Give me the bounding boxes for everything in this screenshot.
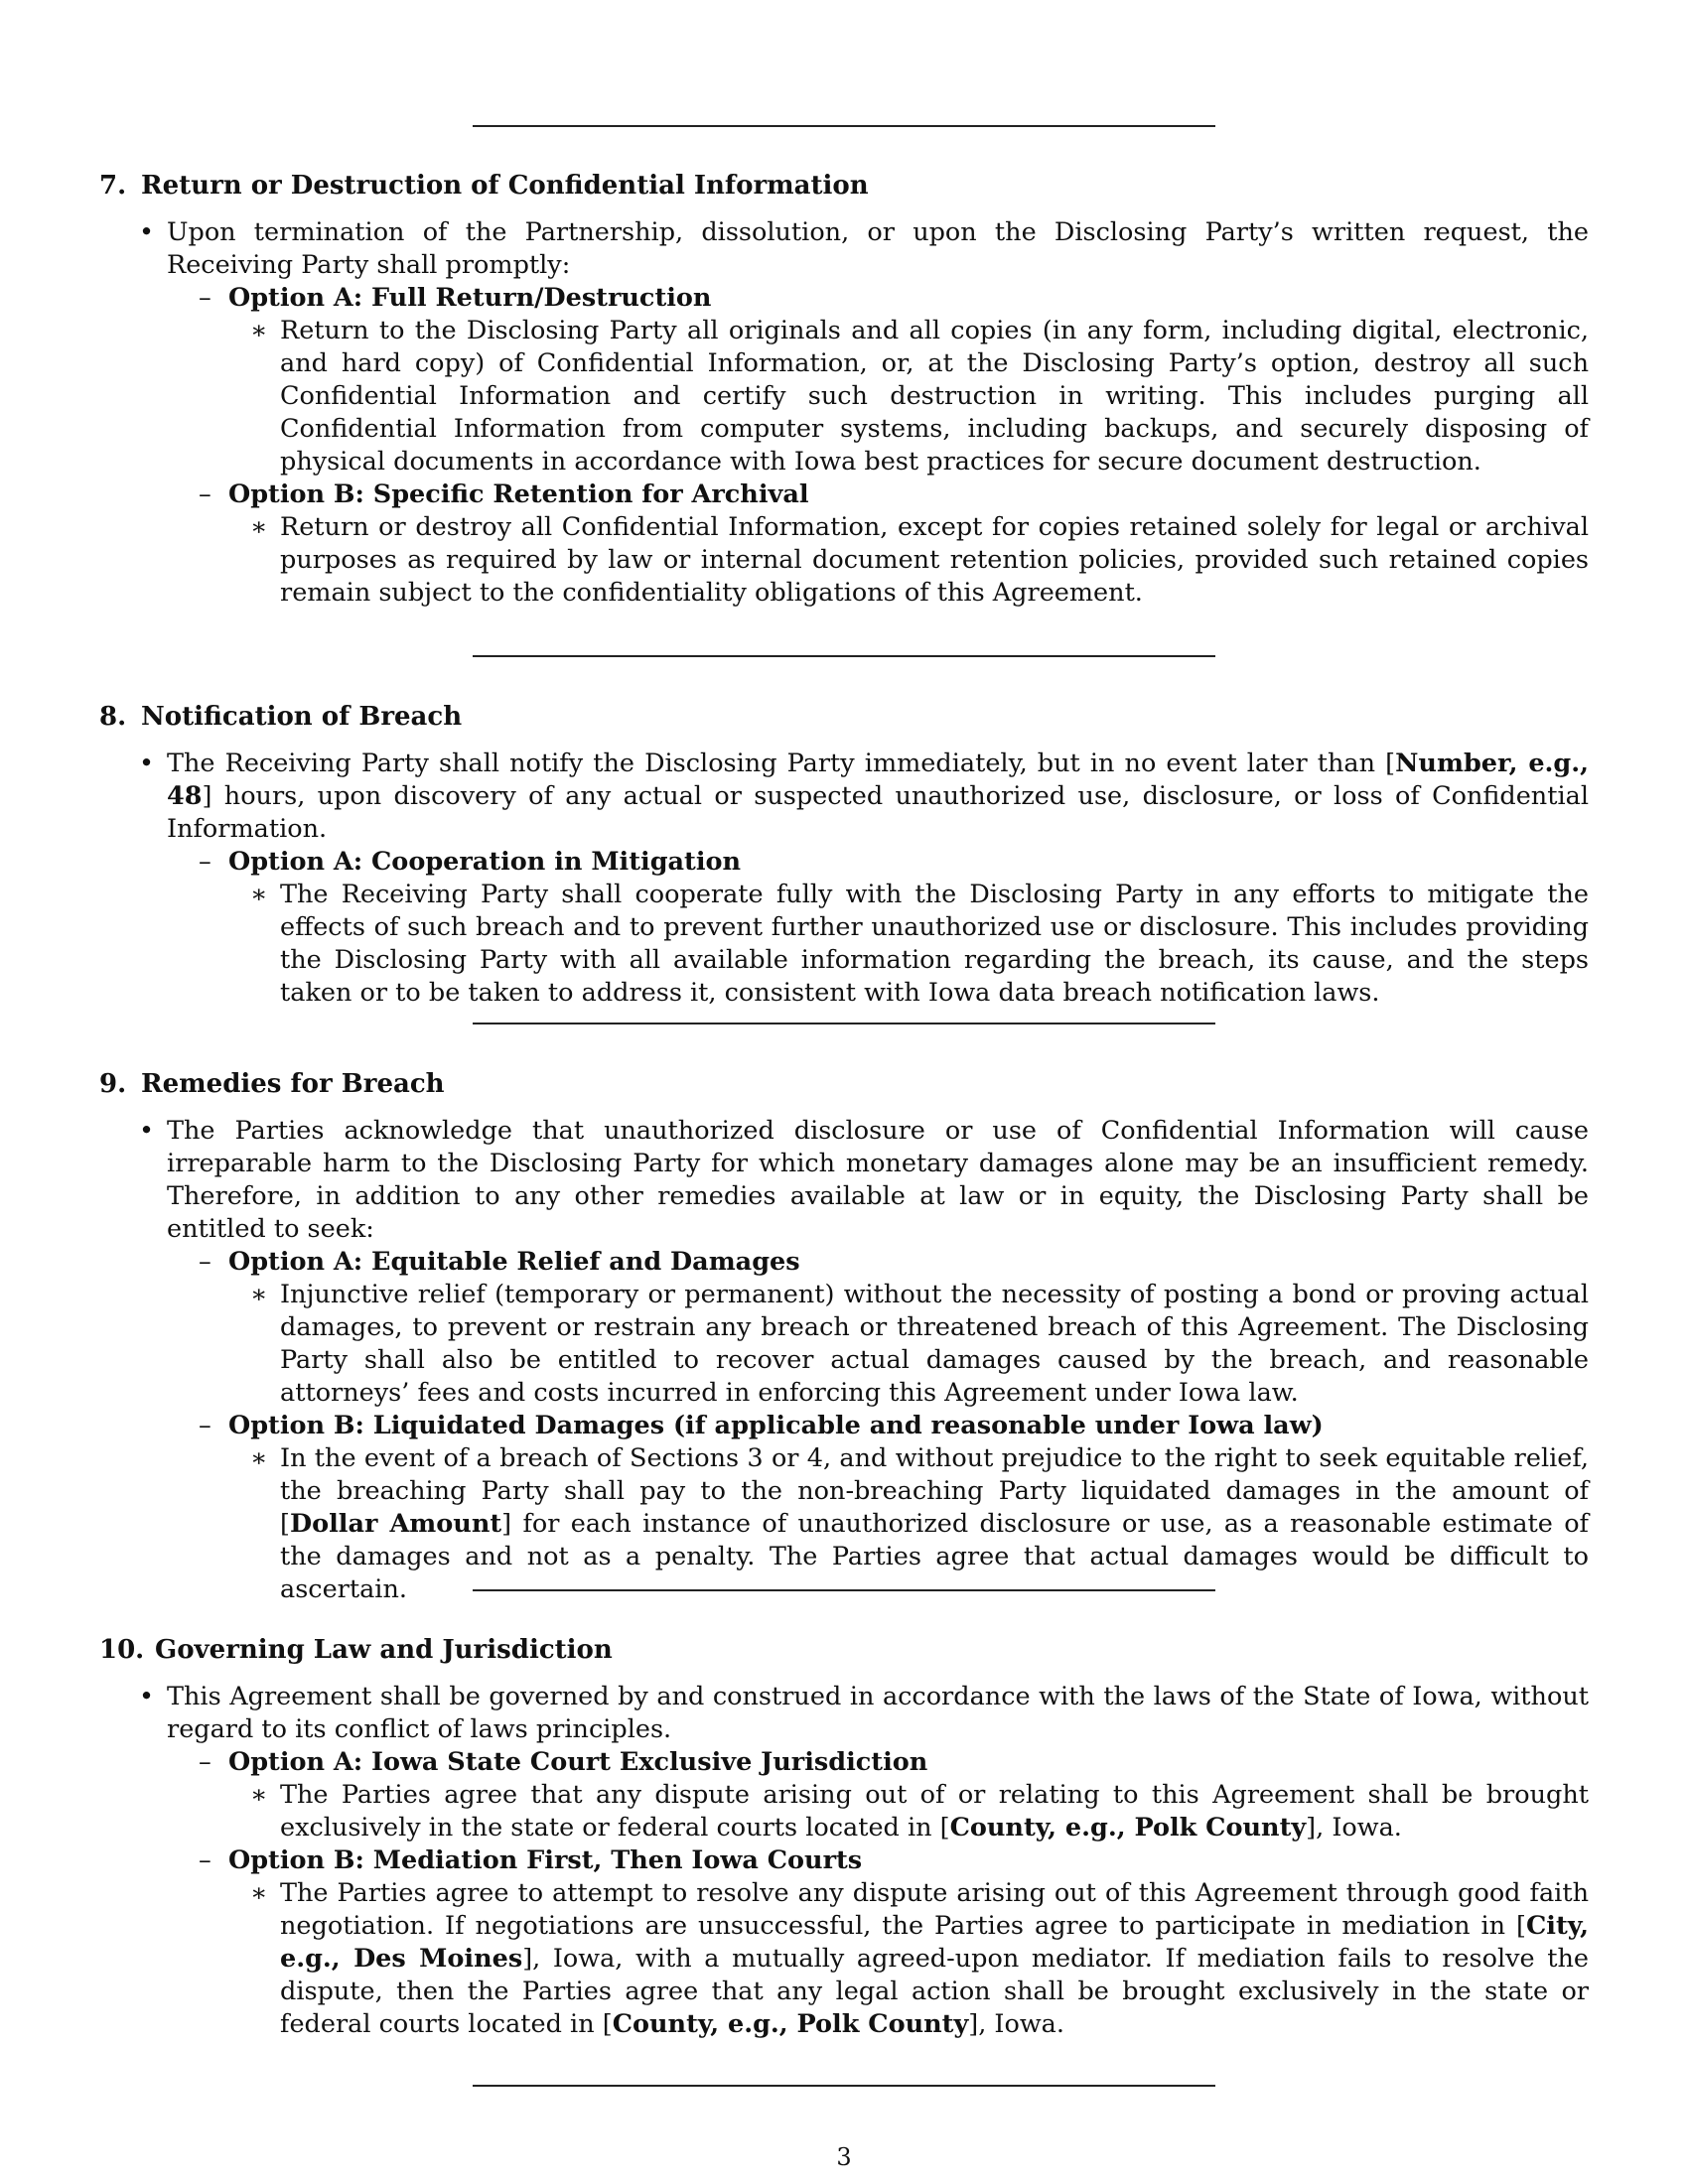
option-clause — [99, 1279, 1589, 1410]
section-title: Notification of Breach — [141, 702, 463, 732]
dash-icon: – — [199, 1247, 211, 1277]
section-divider — [473, 2085, 1215, 2087]
clause-text: The Parties agree to attempt to resolve any dispute arising out of this Agreement through good faith negotiation. If negotiations are unsuccessful, the Parties agree to participate in mediation in [ — [280, 1878, 1589, 1941]
dash-icon: – — [199, 1747, 211, 1777]
list-item — [99, 1681, 1589, 1746]
dash-icon: – — [199, 1411, 211, 1440]
option-heading — [99, 1746, 1589, 1779]
option-clause — [99, 1877, 1589, 2041]
asterisk-icon: ∗ — [250, 316, 268, 345]
option-heading — [99, 282, 1589, 315]
clause-text: ] for each instance of unauthorized disclosure or use, as a reasonable estimate of the damages and not as a penalty. The Parties agree that actual damages would be difficult to ascertain. — [280, 1509, 1589, 1604]
placeholder-field: County, e.g., Polk County — [949, 1813, 1307, 1843]
placeholder-field: City, e.g., Des Moines — [280, 1911, 1589, 1974]
dash-icon: – — [199, 847, 211, 877]
bullet-icon: • — [139, 217, 155, 247]
section-divider — [473, 655, 1215, 657]
clause-text: In the event of a breach of Sections 3 or 4, and without prejudice to the right to seek equitable relief, the breaching Party shall pay to the non-breaching Party liquidated damages in the amount of [ — [280, 1443, 1589, 1539]
clause-text: The Parties acknowledge that unauthorized disclosure or use of Confidential Information will cause irreparable harm to the Disclosing Party for which monetary damages alone may be an insufficient remedy. Therefore, in addition to any other remedies available at law or in equity, the Disclosing Party shall be entitled to seek: — [167, 1116, 1589, 1244]
option-clause — [99, 1779, 1589, 1844]
section-title: Return or Destruction of Confidential Information — [141, 171, 869, 201]
asterisk-icon: ∗ — [250, 512, 268, 542]
option-title: Option B: Specific Retention for Archival — [228, 479, 809, 509]
clause-text: Upon termination of the Partnership, dissolution, or upon the Disclosing Party’s written request, the Receiving Party shall promptly: — [167, 217, 1589, 280]
section-heading — [99, 1633, 1589, 1667]
option-heading — [99, 1844, 1589, 1877]
section-title: Remedies for Breach — [141, 1069, 445, 1099]
asterisk-icon: ∗ — [250, 1280, 268, 1309]
asterisk-icon: ∗ — [250, 1780, 268, 1810]
option-heading — [99, 846, 1589, 879]
section-number: 10. — [99, 1635, 145, 1665]
option-clause — [99, 315, 1589, 478]
section-heading — [99, 1067, 1589, 1101]
dash-icon: – — [199, 1845, 211, 1875]
section-9 — [99, 1067, 1589, 1606]
section-number: 7. — [99, 171, 127, 201]
asterisk-icon: ∗ — [250, 1443, 268, 1473]
bullet-icon: • — [139, 1116, 155, 1146]
section-heading — [99, 169, 1589, 203]
section-7 — [99, 169, 1589, 610]
section-divider — [473, 1023, 1215, 1024]
option-heading — [99, 1246, 1589, 1279]
asterisk-icon: ∗ — [250, 880, 268, 909]
section-heading — [99, 700, 1589, 734]
option-heading — [99, 478, 1589, 511]
clause-text: This Agreement shall be governed by and construed in accordance with the laws of the State of Iowa, without regard to its conflict of laws principles. — [167, 1682, 1589, 1744]
page-number: 3 — [836, 2143, 852, 2171]
section-title: Governing Law and Jurisdiction — [155, 1635, 613, 1665]
placeholder-field: Number, e.g., 48 — [167, 749, 1590, 811]
placeholder-field: County, e.g., Polk County — [612, 2009, 969, 2039]
section-8 — [99, 700, 1589, 1010]
option-clause — [99, 879, 1589, 1010]
option-title: Option B: Liquidated Damages (if applicable and reasonable under Iowa law) — [228, 1411, 1324, 1440]
clause-text: ], Iowa, with a mutually agreed-upon mediator. If mediation fails to resolve the dispute, then the Parties agree that any legal action shall be brought exclusively in the state or federal courts located in [ — [280, 1944, 1589, 2039]
option-title: Option A: Cooperation in Mitigation — [228, 847, 742, 877]
option-title: Option B: Mediation First, Then Iowa Courts — [228, 1845, 863, 1875]
bullet-icon: • — [139, 1682, 155, 1711]
list-item — [99, 1115, 1589, 1246]
section-number: 8. — [99, 702, 127, 732]
dash-icon: – — [199, 479, 211, 509]
asterisk-icon: ∗ — [250, 1878, 268, 1908]
clause-text: ], Iowa. — [968, 2009, 1064, 2039]
bullet-icon: • — [139, 749, 155, 778]
list-item — [99, 748, 1589, 846]
list-item — [99, 216, 1589, 282]
section-number: 9. — [99, 1069, 127, 1099]
clause-text: Return to the Disclosing Party all originals and all copies (in any form, including digital, electronic, and hard copy) of Confidential Information, or, at the Disclosing Party’s option, destroy all such Confidential Information and certify such destruction in writing. This includes purging all Confidential Information from computer systems, including backups, and securely disposing of physical documents in accordance with Iowa best practices for secure document destruction. — [280, 316, 1589, 477]
option-title: Option A: Full Return/Destruction — [228, 283, 712, 313]
placeholder-field: Dollar Amount — [289, 1509, 502, 1539]
clause-text: ], Iowa. — [1306, 1813, 1402, 1843]
clause-text: Return or destroy all Confidential Information, except for copies retained solely for legal or archival purposes as required by law or internal document retention policies, provided such retained copies remain subject to the confidentiality obligations of this Agreement. — [280, 512, 1589, 608]
clause-text: ] hours, upon discovery of any actual or suspected unauthorized use, disclosure, or loss of Confidential Information. — [167, 781, 1589, 844]
section-divider — [473, 125, 1215, 127]
option-clause — [99, 511, 1589, 610]
option-heading — [99, 1410, 1589, 1442]
section-10 — [99, 1633, 1589, 2041]
clause-text: The Receiving Party shall notify the Disclosing Party immediately, but in no event later than [ — [167, 749, 1396, 778]
section-divider — [473, 1589, 1215, 1591]
clause-text: The Receiving Party shall cooperate fully with the Disclosing Party in any efforts to mitigate the effects of such breach and to prevent further unauthorized use or disclosure. This includes providing the Disclosing Party with all available information regarding the breach, its cause, and the steps taken or to be taken to address it, consistent with Iowa data breach notification laws. — [280, 880, 1589, 1008]
option-title: Option A: Equitable Relief and Damages — [228, 1247, 800, 1277]
clause-text: The Parties agree that any dispute arising out of or relating to this Agreement shall be brought exclusively in the state or federal courts located in [ — [280, 1780, 1589, 1843]
clause-text: Injunctive relief (temporary or permanent) without the necessity of posting a bond or proving actual damages, to prevent or restrain any breach or threatened breach of this Agreement. The Disclosing Party shall also be entitled to recover actual damages caused by the breach, and reasonable attorneys’ fees and costs incurred in enforcing this Agreement under Iowa law. — [280, 1280, 1589, 1408]
option-clause — [99, 1442, 1589, 1606]
option-title: Option A: Iowa State Court Exclusive Jurisdiction — [228, 1747, 928, 1777]
dash-icon: – — [199, 283, 211, 313]
